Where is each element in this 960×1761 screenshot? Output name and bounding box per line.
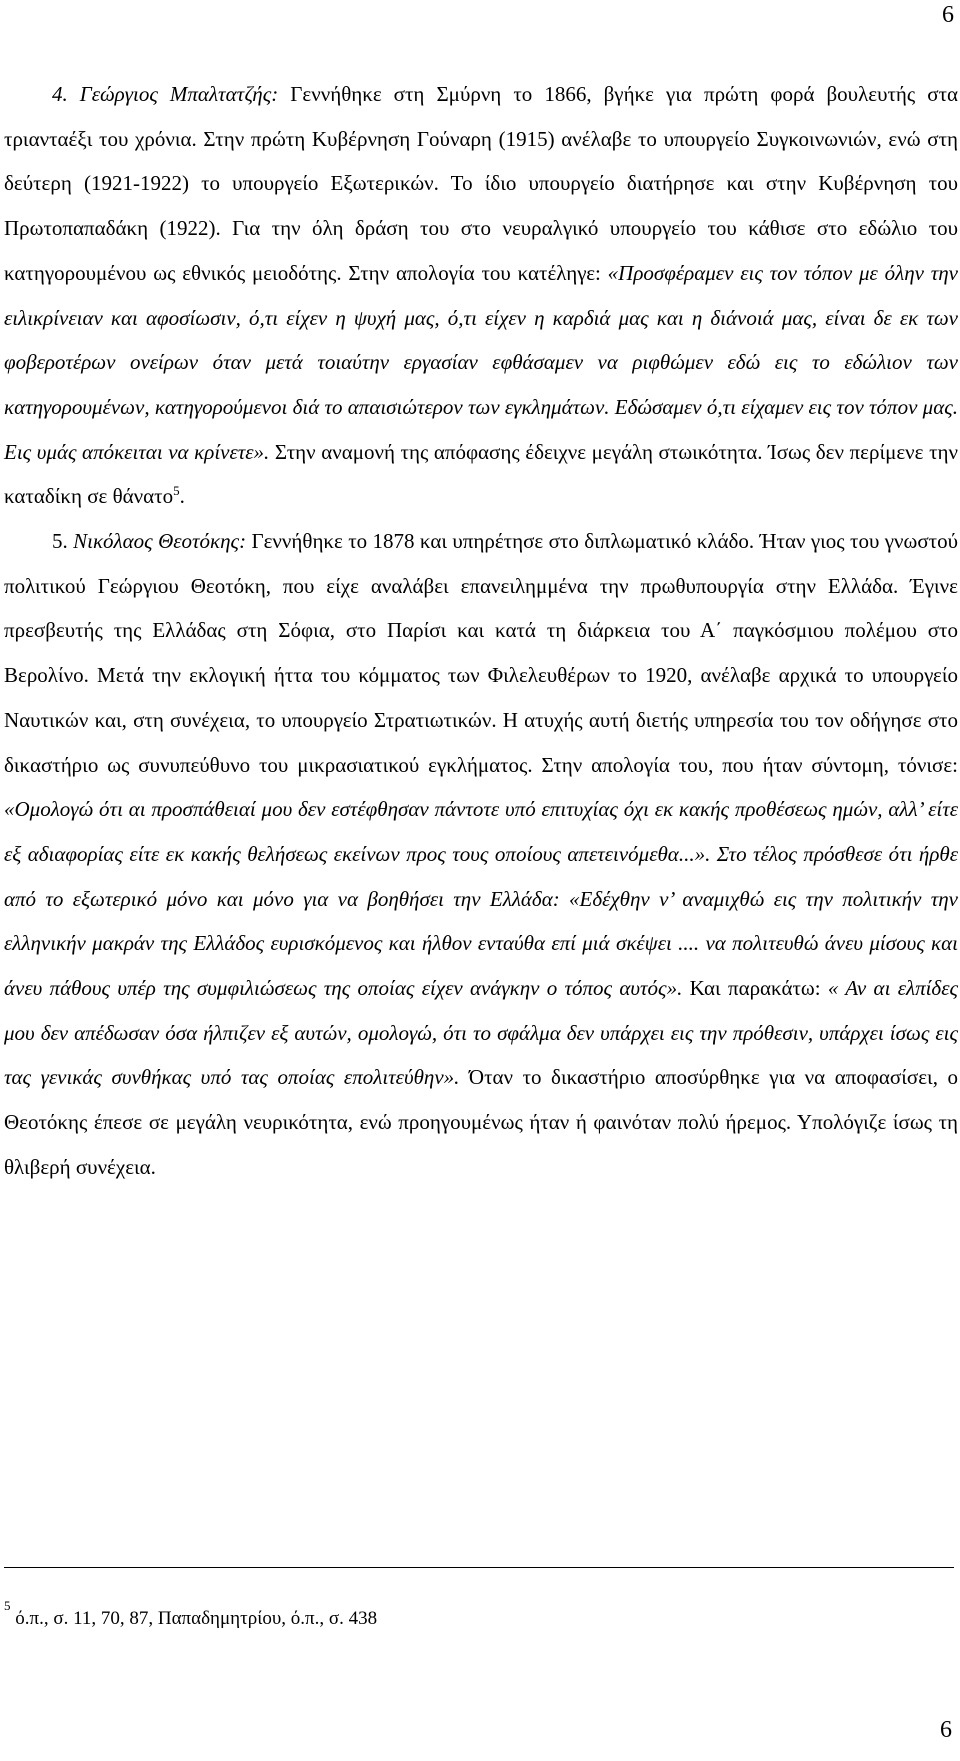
person-name: Γεώργιος Μπαλτατζής: [79,82,279,106]
paragraph-text: Γεννήθηκε το 1878 και υπηρέτησε στο διπλωματικό κλάδο. Ήταν γιος του γνωστού πολιτικού Γεώργιου Θεοτόκη, που είχε αναλάβει επανειλημμένα την πρωθυπουργία στην Ελλάδα. Έγινε πρεσβευτής της Ελλάδας στη Σόφια, στο Παρίσι και κατά τη διάρκεια του Α΄ παγκόσμιου πολέμου στο Βερολίνο. Μετά την εκλογική ήττα του κόμματος των Φιλελευθέρων το 1920, ανέλαβε αρχικά το υπουργείο Ναυτικών και, στη συνέχεια, το υπουργείο Στρατιωτικών. Η ατυχής αυτή διετής υπηρεσία του τον οδήγησε στο δικαστήριο ως συνυπεύθυνο του μικρασιατικού εγκλήματος. Στην απολογία του, που ήταν σύντομη, τόνισε: [4,529,958,777]
paragraph-text: Στην αναμονή της απόφασης έδειχνε μεγάλη στωικότητα. Ίσως δεν περίμενε την καταδίκη σε θάνατο [4,439,958,509]
paragraph-text: . [179,484,185,509]
paragraph-text: Και παρακάτω: [682,976,828,1001]
document-body [4,72,958,1190]
quote-text: « Αν αι ελπίδες μου δεν απέδωσαν όσα ήλπιζεν εξ αυτών, ομολογώ, ότι το σφάλμα δεν υπάρχει εις την πρόθεσιν, υπάρχει ίσως εις τας γενικάς συνθήκας υπό τας οποίας επολιτεύθην». [4,976,958,1090]
quote-text: «Προσφέραμεν εις τον τόπον με όλην την ειλικρίνειαν και αφοσίωσιν, ό,τι είχεν η ψυχή μας, ό,τι είχεν η καρδιά μας και η διάνοιά μας, είναι δε εκ των φοβεροτέρων ονείρων όταν μετά τοιαύτην εργασίαν εφθάσαμεν να ριφθώμεν εδώ εις το εδώλιον των κατηγορουμένων, κατηγορούμενοι διά το απαισιώτερον των εγκλημάτων. Εδώσαμεν ό,τι είχαμεν εις τον τόπον μας. Εις υμάς απόκειται να κρίνετε». [4,260,958,464]
footnote-marker: 5 [4,1598,11,1613]
footnote-reference: 5 [173,483,180,499]
paragraph-text: Γεννήθηκε στη Σμύρνη το 1866, βγήκε για πρώτη φορά βουλευτής στα τριανταέξι του χρόνια. Στην πρώτη Κυβέρνηση Γούναρη (1915) ανέλαβε το υπουργείο Συγκοινωνιών, ενώ στη δεύτερη (1921-1922) το υπουργείο Εξωτερικών. Το ίδιο υπουργείο διατήρησε και στην Κυβέρνηση του Πρωτοπαπαδάκη (1922). Για την όλη δράση του στο νευραλγικό υπουργείο του κάθισε στο εδώλιο του κατηγορουμένου ως εθνικός μειοδότης. Στην απολογία του κατέληγε: [4,82,959,285]
paragraph-theotokis [4,519,958,1190]
footnote [4,1598,378,1633]
page-number-top: 6 [942,2,954,28]
footnote-text: ό.π., σ. 11, 70, 87, Παπαδημητρίου, ό.π., σ. 438 [10,1608,378,1629]
person-name: Νικόλαος Θεοτόκης: [73,529,247,554]
item-number: 4. [52,82,80,106]
paragraph-text: Όταν το δικαστήριο αποσύρθηκε για να αποφασίσει, ο Θεοτόκης έπεσε σε μεγάλη νευρικότητα, ενώ προηγουμένως ήταν ή φαινόταν πολύ ήρεμος. Υπολόγιζε ίσως τη θλιβερή συνέχεια. [4,1065,958,1179]
item-number: 5. [52,529,74,554]
quote-text: «Ομολογώ ότι αι προσπάθειαί μου δεν εστέφθησαν πάντοτε υπό επιτυχίας όχι εκ κακής προθέσεως ημών, αλλ’ είτε εξ αδιαφορίας είτε εκ κακής θελήσεως εκείνων προς τους οποίους απετεινόμεθα...». Στο τέλος πρόσθεσε ότι ήρθε από το εξωτερικό μόνο και μόνο για να βοηθήσει την Ελλάδα: «Εδέχθην ν’ αναμιχθώ εις την πολιτικήν την ελληνικήν μακράν της Ελλάδος ευρισκόμενος και ήλθον ενταύθα επί μιά σκέψει .... να πολιτευθώ άνευ μίσους και άνευ πάθους υπέρ της συμφιλιώσεως της οποίας είχεν ανάγκην ο τόπος αυτός». [4,797,958,1001]
footnote-separator [4,1567,954,1568]
paragraph-baltatzis [4,72,958,519]
page-number-bottom: 6 [940,1717,952,1743]
